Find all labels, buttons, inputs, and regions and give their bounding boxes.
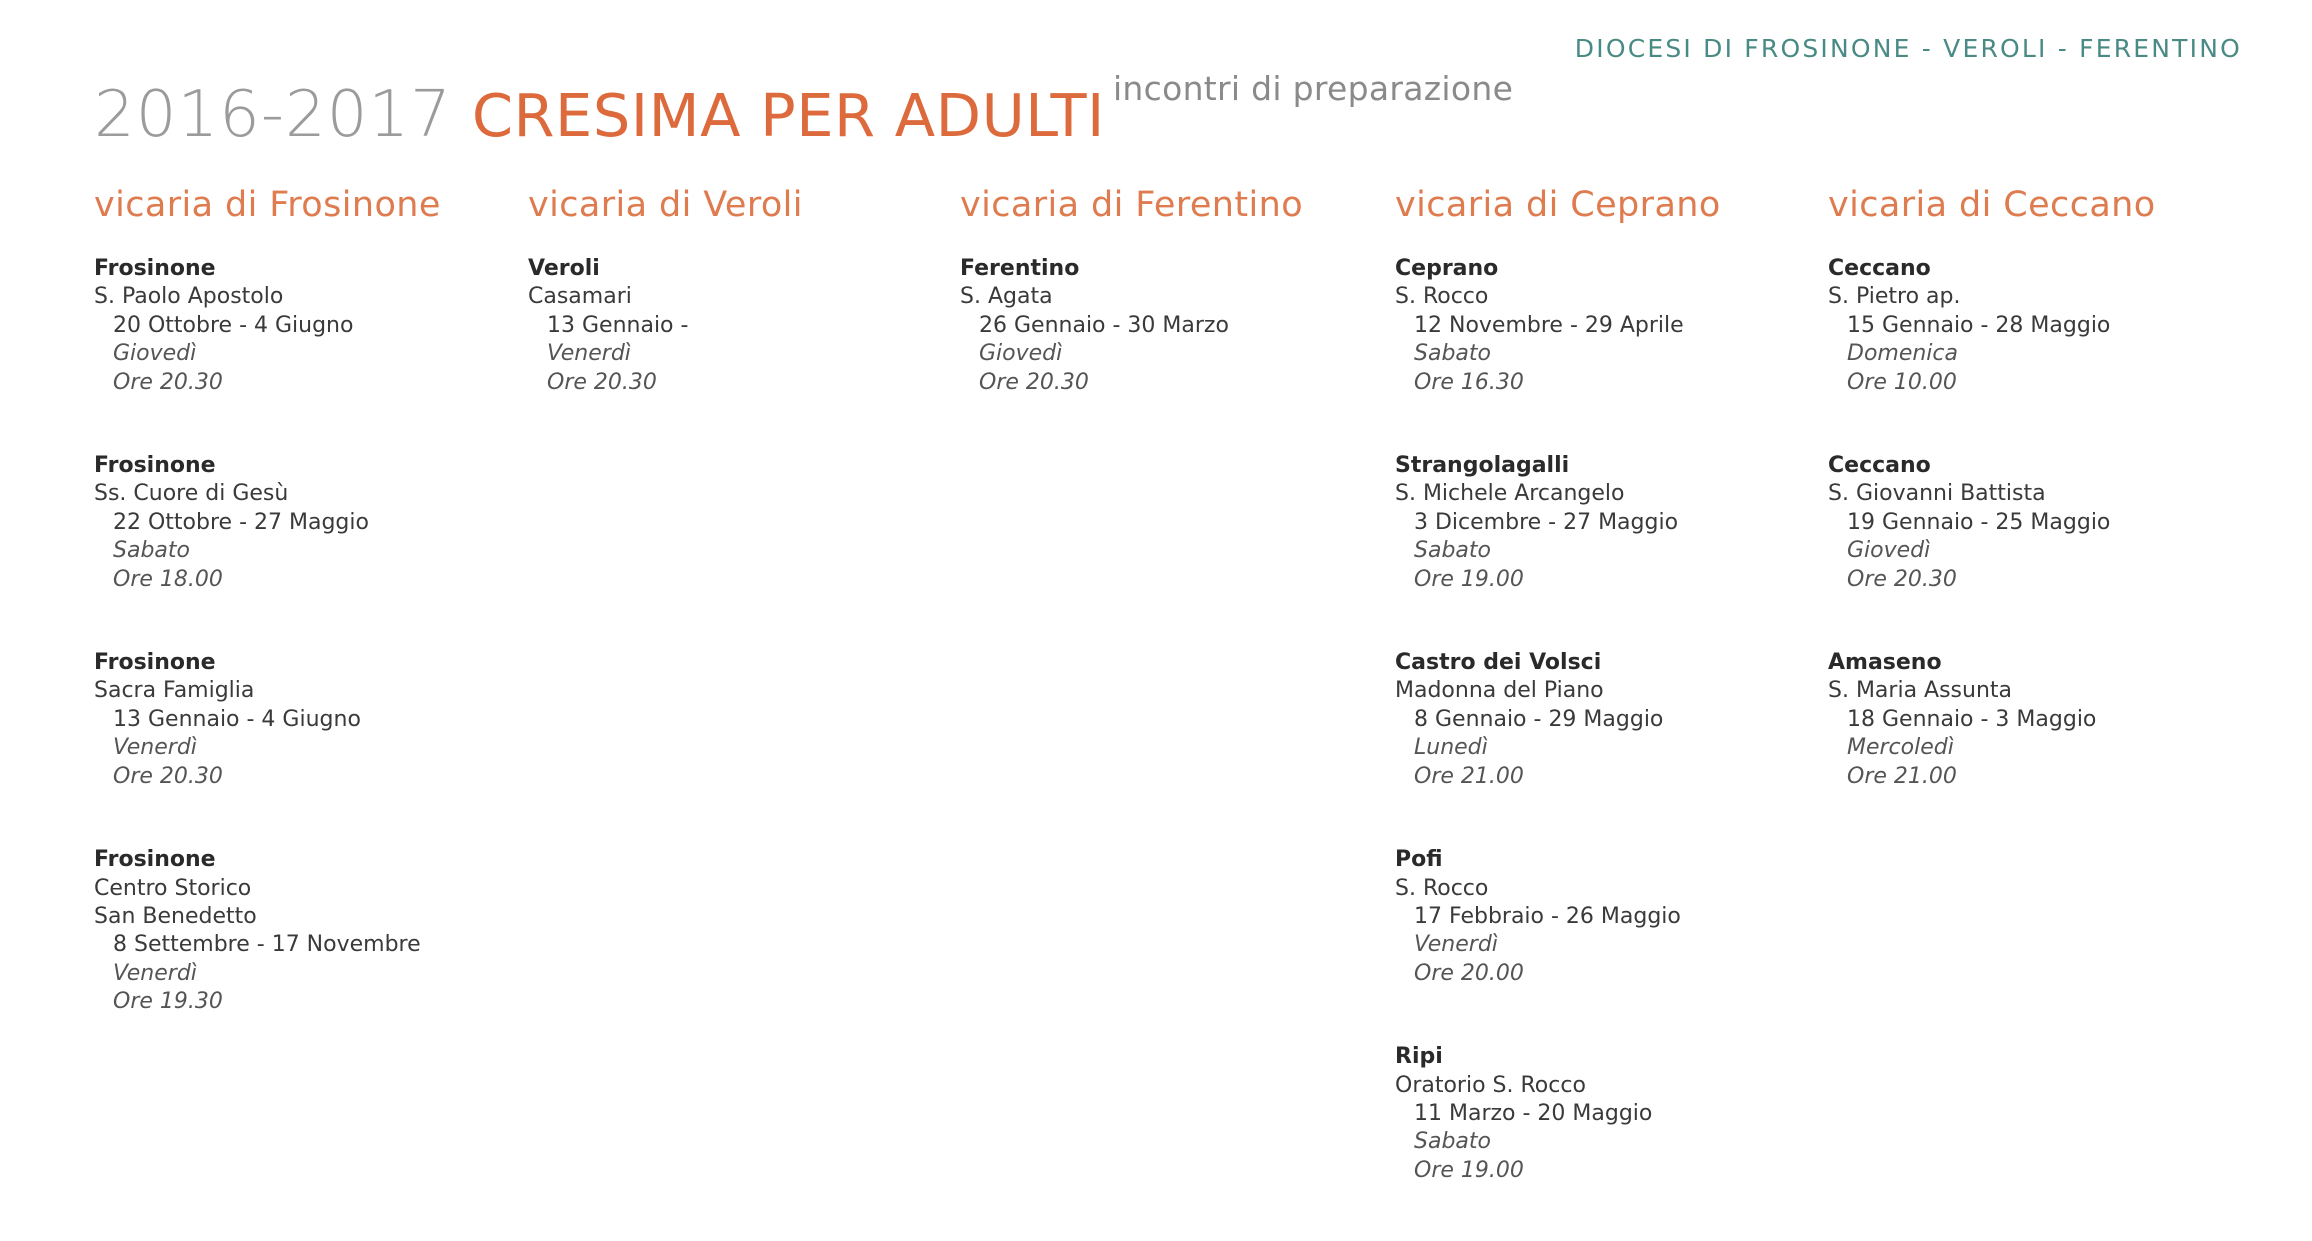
entry-place: S. Maria Assunta [1828, 678, 2013, 704]
entry-place: Sacra Famiglia [94, 678, 255, 704]
entry-dates: 3 Dicembre - 27 Maggio [1414, 509, 1679, 535]
entry-town: Pofi [1395, 847, 1443, 873]
entry-town: Frosinone [94, 453, 216, 479]
entry-place: Oratorio S. Rocco [1395, 1072, 1586, 1098]
entry-dates: 12 Novembre - 29 Aprile [1414, 312, 1684, 338]
entry-dates: 15 Gennaio - 28 Maggio [1847, 312, 2111, 338]
entry-day: Giovedì [113, 341, 197, 367]
entry-day: Venerdì [113, 960, 197, 986]
entry-place: S. Pietro ap. [1828, 284, 1961, 310]
entry-place: S. Rocco [1395, 875, 1489, 901]
entry-day: Sabato [113, 538, 190, 564]
entry-town: Frosinone [94, 847, 216, 873]
entry-place: S. Rocco [1395, 284, 1489, 310]
schedule-entry [1828, 452, 2258, 594]
entry-day: Sabato [1414, 341, 1491, 367]
entry-time: Ore 19.00 [1414, 1157, 1524, 1183]
entry-town: Ceccano [1828, 256, 1931, 281]
entry-town: Castro dei Volsci [1395, 650, 1602, 676]
entry-town: Ferentino [960, 256, 1080, 281]
vicaria-column-frosinone [94, 185, 524, 1072]
entry-dates: 18 Gennaio - 3 Maggio [1847, 706, 2097, 732]
entry-time: Ore 20.00 [1414, 960, 1524, 986]
entry-time: Ore 18.00 [113, 566, 223, 592]
entry-town: Ceccano [1828, 453, 1931, 479]
entry-time: Ore 16.30 [1414, 369, 1524, 395]
entry-dates: 8 Settembre - 17 Novembre [113, 932, 421, 958]
entry-day: Venerdì [113, 735, 197, 761]
entry-time: Ore 21.00 [1847, 763, 1957, 789]
schedule-entry [1395, 452, 1825, 594]
entry-dates: 19 Gennaio - 25 Maggio [1847, 509, 2111, 535]
vicaria-title: vicaria di Ceccano [1828, 185, 2156, 225]
entry-town: Veroli [528, 256, 600, 281]
entry-town: Frosinone [94, 256, 216, 281]
entry-day: Venerdì [547, 341, 631, 367]
entry-place: S. Michele Arcangelo [1395, 481, 1625, 507]
vicaria-column-ferentino [960, 185, 1390, 452]
entry-dates: 26 Gennaio - 30 Marzo [979, 312, 1229, 338]
entry-town: Frosinone [94, 650, 216, 676]
entry-dates: 11 Marzo - 20 Maggio [1414, 1100, 1653, 1126]
vicaria-title: vicaria di Veroli [528, 185, 803, 225]
entry-place: S. Paolo Apostolo [94, 284, 284, 310]
entry-place: S. Agata [960, 284, 1053, 310]
entry-time: Ore 20.30 [113, 369, 223, 395]
diocese-label: DIOCESI DI FROSINONE - VEROLI - FERENTINO [1574, 34, 2242, 63]
vicaria-column-ceccano [1828, 185, 2258, 846]
entry-day: Domenica [1847, 341, 1958, 367]
entry-dates: 22 Ottobre - 27 Maggio [113, 509, 369, 535]
entry-day: Giovedì [1847, 538, 1931, 564]
vicaria-title: vicaria di Ceprano [1395, 185, 1721, 225]
title-subtitle: incontri di preparazione [1112, 69, 1514, 108]
entry-day: Giovedì [979, 341, 1063, 367]
title-main: CRESIMA PER ADULTI [471, 81, 1105, 150]
entry-time: Ore 19.00 [1414, 566, 1524, 592]
entry-day: Sabato [1414, 538, 1491, 564]
schedule-entry [94, 452, 524, 594]
schedule-entry [1828, 649, 2258, 791]
schedule-entry [1395, 1043, 1825, 1185]
entry-time: Ore 21.00 [1414, 763, 1524, 789]
entry-day: Venerdì [1414, 932, 1498, 958]
schedule-entry [1828, 255, 2258, 397]
entry-time: Ore 20.30 [113, 763, 223, 789]
page-title [94, 69, 1514, 152]
entry-place: Casamari [528, 284, 632, 310]
schedule-entry [94, 255, 524, 397]
vicaria-title: vicaria di Frosinone [94, 185, 441, 225]
entry-dates: 13 Gennaio - 4 Giugno [113, 706, 361, 732]
entry-place: S. Giovanni Battista [1828, 481, 2046, 507]
entry-time: Ore 20.30 [1847, 566, 1957, 592]
entry-town: Amaseno [1828, 650, 1942, 676]
entry-town: Strangolagalli [1395, 453, 1570, 479]
entry-time: Ore 20.30 [979, 369, 1089, 395]
entry-dates: 8 Gennaio - 29 Maggio [1414, 706, 1664, 732]
schedule-entry [1395, 649, 1825, 791]
entry-time: Ore 10.00 [1847, 369, 1957, 395]
entry-town: Ceprano [1395, 256, 1499, 281]
entry-place: Madonna del Piano [1395, 678, 1604, 704]
schedule-entry [94, 846, 524, 1016]
entry-dates: 13 Gennaio - [547, 312, 689, 338]
entry-day: Lunedì [1414, 735, 1488, 761]
schedule-entry [528, 255, 958, 397]
vicaria-title: vicaria di Ferentino [960, 185, 1304, 225]
title-years: 2016-2017 [94, 78, 452, 152]
schedule-entry [1395, 846, 1825, 988]
vicaria-column-veroli [528, 185, 958, 452]
entry-day: Mercoledì [1847, 735, 1954, 761]
entry-dates: 20 Ottobre - 4 Giugno [113, 312, 354, 338]
schedule-entry [94, 649, 524, 791]
entry-day: Sabato [1414, 1129, 1491, 1155]
vicaria-column-ceprano [1395, 185, 1825, 1240]
entry-time: Ore 19.30 [113, 989, 223, 1015]
entry-place: Ss. Cuore di Gesù [94, 481, 289, 507]
entry-place: San Benedetto [94, 903, 257, 929]
schedule-entry [1395, 255, 1825, 397]
schedule-entry [960, 255, 1390, 397]
entry-dates: 17 Febbraio - 26 Maggio [1414, 903, 1681, 929]
entry-time: Ore 20.30 [547, 369, 657, 395]
entry-town: Ripi [1395, 1044, 1443, 1070]
entry-place: Centro Storico [94, 875, 252, 901]
